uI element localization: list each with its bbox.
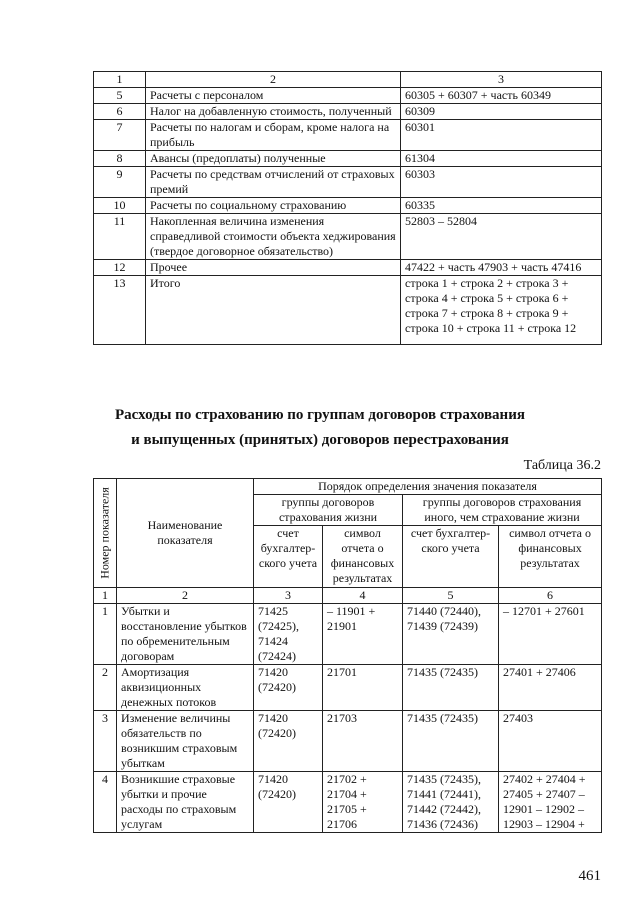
row-name: Убытки и восстановление убытков по обременительным договорам <box>117 604 254 665</box>
row-symbol-life: 21702 + 21704 + 21705 + 21706 <box>323 772 403 833</box>
row-symbol-life: – 11901 + 21901 <box>323 604 403 665</box>
row-value: 60301 <box>401 120 602 151</box>
row-account-life: 71420 (72420) <box>254 772 323 833</box>
column-number: 2 <box>146 72 401 88</box>
table-row <box>94 604 602 665</box>
row-number: 10 <box>94 198 146 214</box>
table-row <box>94 772 602 833</box>
table-row <box>94 104 602 120</box>
header-number-col <box>94 479 117 588</box>
row-account-other: 71435 (72435) <box>403 711 499 772</box>
row-number: 1 <box>94 604 117 665</box>
row-name: Накопленная величина изменения справедливой стоимости объекта хеджирования (твердое договорное обязательство) <box>146 214 401 260</box>
section-title-line2: и выпущенных (принятых) договоров перестрахования <box>131 432 509 448</box>
row-account-other: 71440 (72440), 71439 (72439) <box>403 604 499 665</box>
column-number: 1 <box>94 72 146 88</box>
column-number: 3 <box>254 588 323 604</box>
row-name: Налог на добавленную стоимость, полученный <box>146 104 401 120</box>
table-row <box>94 88 602 104</box>
row-number: 3 <box>94 711 117 772</box>
row-name: Амортизация аквизиционных денежных потоков <box>117 665 254 711</box>
row-value: 47422 + часть 47903 + часть 47416 <box>401 260 602 276</box>
row-name: Возникшие страховые убытки и прочие расходы по страховым услугам <box>117 772 254 833</box>
header-name-col: Наименование показателя <box>117 479 254 588</box>
table-row <box>94 214 602 260</box>
row-symbol-life: 21703 <box>323 711 403 772</box>
row-symbol-other: 27402 + 27404 + 27405 + 27407 – 12901 – 12902 – 12903 – 12904 + <box>499 772 602 833</box>
table-number-label: Таблица 36.2 <box>523 458 601 473</box>
table-header-row <box>94 72 602 88</box>
row-name: Расчеты с персоналом <box>146 88 401 104</box>
row-symbol-life: 21701 <box>323 665 403 711</box>
row-value: 52803 – 52804 <box>401 214 602 260</box>
row-name: Изменение величины обязательств по возникшим страховым убыткам <box>117 711 254 772</box>
column-number: 4 <box>323 588 403 604</box>
table-row <box>94 276 602 345</box>
column-number: 2 <box>117 588 254 604</box>
table-row <box>94 665 602 711</box>
row-name: Расчеты по социальному страхованию <box>146 198 401 214</box>
header-symbol-life: символ отчета о финансовых результатах <box>323 526 403 588</box>
row-account-life: 71420 (72420) <box>254 711 323 772</box>
insurance-expenses-table <box>93 478 602 833</box>
row-account-life: 71425 (72425), 71424 (72424) <box>254 604 323 665</box>
row-number: 6 <box>94 104 146 120</box>
row-account-other: 71435 (72435), 71441 (72441), 71442 (72442), 71436 (72436) <box>403 772 499 833</box>
table-row <box>94 120 602 151</box>
row-value: 61304 <box>401 151 602 167</box>
row-number: 13 <box>94 276 146 345</box>
header-number-col-text: Номер показателя <box>97 487 112 579</box>
section-title-line1: Расходы по страхованию по группам договоров страхования <box>115 407 525 423</box>
row-symbol-other: 27403 <box>499 711 602 772</box>
header-account-other: счет бухгалтер-ского учета <box>403 526 499 588</box>
row-number: 8 <box>94 151 146 167</box>
table-row <box>94 151 602 167</box>
row-name: Итого <box>146 276 401 345</box>
column-number: 3 <box>401 72 602 88</box>
header-group-life: группы договоров страхования жизни <box>254 495 403 526</box>
column-number: 5 <box>403 588 499 604</box>
row-symbol-other: – 12701 + 27601 <box>499 604 602 665</box>
column-number: 6 <box>499 588 602 604</box>
column-number: 1 <box>94 588 117 604</box>
header-order: Порядок определения значения показателя <box>254 479 602 495</box>
row-name: Расчеты по средствам отчислений от страховых премий <box>146 167 401 198</box>
table-header-row <box>94 479 602 495</box>
row-number: 2 <box>94 665 117 711</box>
row-value: строка 1 + строка 2 + строка 3 + строка 4 + строка 5 + строка 6 + строка 7 + строка 8 + строка 9 + строка 10 + строка 11 + строка 12 <box>401 276 602 345</box>
row-name: Авансы (предоплаты) полученные <box>146 151 401 167</box>
page-number: 461 <box>578 868 601 884</box>
row-number: 9 <box>94 167 146 198</box>
header-symbol-other: символ отчета о финансовых результатах <box>499 526 602 588</box>
row-account-life: 71420 (72420) <box>254 665 323 711</box>
row-name: Расчеты по налогам и сборам, кроме налога на прибыль <box>146 120 401 151</box>
row-symbol-other: 27401 + 27406 <box>499 665 602 711</box>
table-row <box>94 711 602 772</box>
row-account-other: 71435 (72435) <box>403 665 499 711</box>
row-value: 60305 + 60307 + часть 60349 <box>401 88 602 104</box>
row-number: 11 <box>94 214 146 260</box>
table-row <box>94 167 602 198</box>
row-number: 4 <box>94 772 117 833</box>
header-group-other: группы договоров страхования иного, чем страхование жизни <box>403 495 602 526</box>
row-value: 60303 <box>401 167 602 198</box>
row-number: 12 <box>94 260 146 276</box>
column-numbers-row <box>94 588 602 604</box>
table-row <box>94 198 602 214</box>
header-account-life: счет бухгалтер-ского учета <box>254 526 323 588</box>
row-value: 60335 <box>401 198 602 214</box>
row-name: Прочее <box>146 260 401 276</box>
row-value: 60309 <box>401 104 602 120</box>
row-number: 5 <box>94 88 146 104</box>
accounts-table-continued <box>93 71 602 345</box>
table-row <box>94 260 602 276</box>
row-number: 7 <box>94 120 146 151</box>
